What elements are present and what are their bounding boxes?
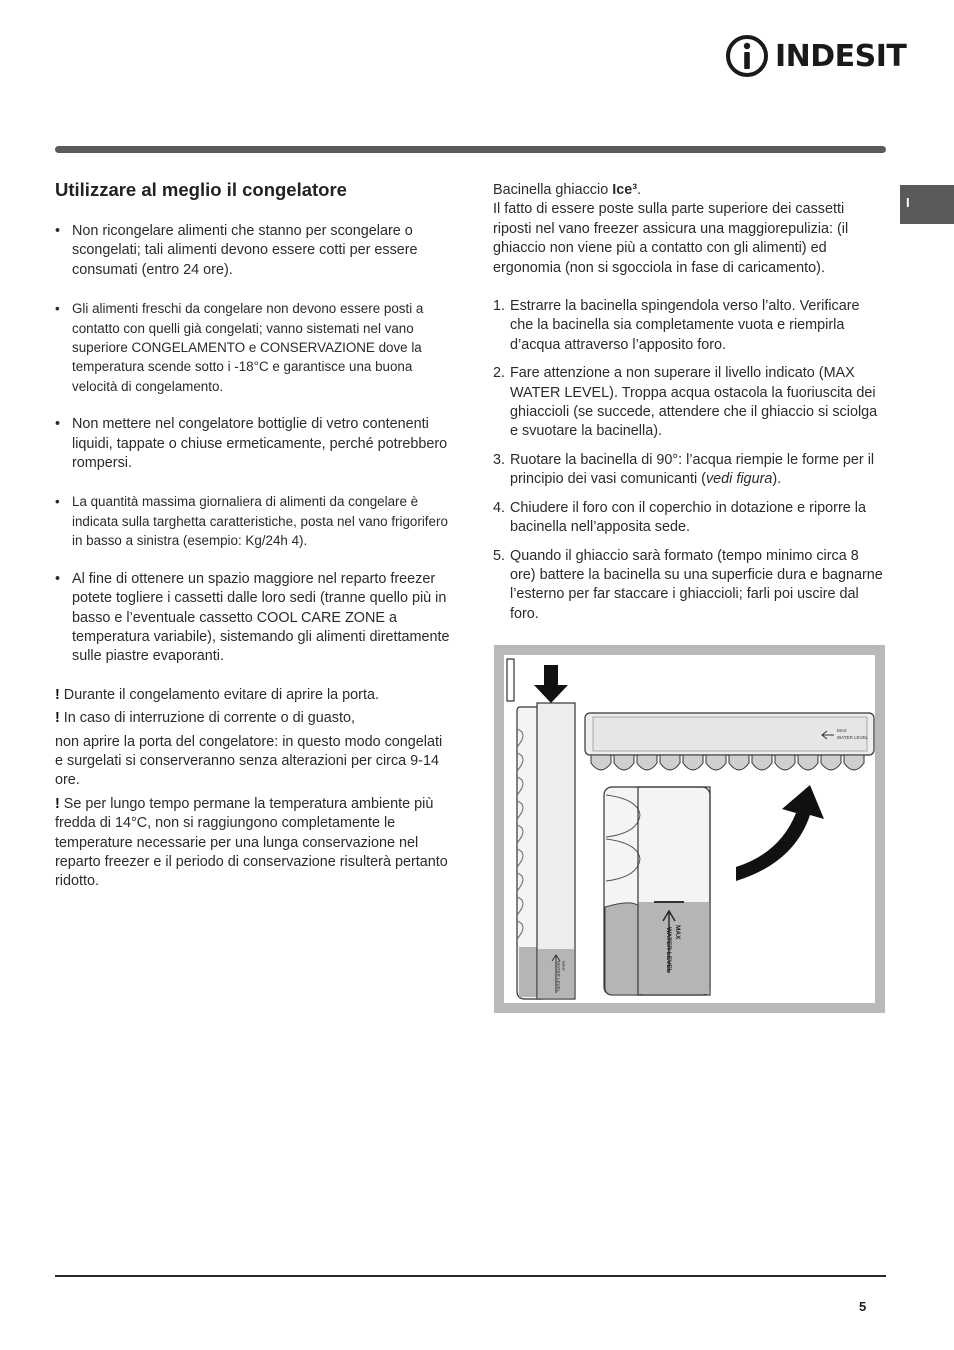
product-name: Ice³	[612, 182, 638, 198]
water-level-label-large: WATER LEVEL	[665, 927, 672, 973]
ice-tray-heading: Bacinella ghiaccio Ice³.	[493, 182, 642, 198]
indesit-emblem-icon	[725, 34, 769, 78]
header-divider	[55, 146, 886, 153]
footer-divider	[55, 1275, 886, 1277]
water-fill-large-cups	[605, 903, 641, 995]
step-item: 4. Chiudere il foro con il coperchio in dotazione e riporre la bacinella nell’apposita sede.	[493, 499, 866, 536]
down-arrow-icon	[534, 665, 568, 703]
step-item: 1. Estrarre la bacinella spingendola verso l’alto. Verificare che la bacinella sia completamente vuota e riempirla d’acqua attraverso l’apposito foro.	[493, 298, 860, 353]
step-item: 2. Fare attenzione a non superare il livello indicato (MAX WATER LEVEL). Troppa acqua ostacola la fuoriuscita dei ghiaccioli (se succede, attendere che il ghiaccio si sciolga e svuotare la bacinella).	[493, 365, 878, 440]
warning-mark: !	[55, 686, 60, 703]
note-3: ! Se per lungo tempo permane la temperatura ambiente più fredda di 14°C, non si raggiungono completamente le temperature necessarie per una lunga conservazione nel reparto freezer e il periodo di conservazione risulterà pertanto ridotto.	[55, 795, 448, 890]
water-level-label-small: WATER LEVEL	[556, 961, 561, 993]
figure-canvas	[504, 655, 875, 1003]
note-1: ! Durante il congelamento evitare di aprire la porta.	[55, 686, 379, 703]
page-number: 5	[859, 1299, 867, 1314]
water-level-label-horizontal: WATER LEVEL	[837, 735, 869, 740]
list-item: • Non mettere nel congelatore bottiglie di vetro contenenti liquidi, tappate o chiuse ermeticamente, perché potrebbero rompersi.	[55, 415, 450, 473]
steps-list	[493, 297, 886, 624]
max-label-horizontal: MAX	[837, 728, 847, 733]
rotate-arrow-icon	[736, 785, 824, 881]
warning-notes	[55, 686, 450, 892]
water-fill-large	[639, 902, 710, 994]
warning-mark: !	[55, 795, 60, 812]
intro-paragraph: Il fatto di essere poste sulla parte superiore dei cassetti riposti nel vano freezer assicura una maggiorepulizia: (il ghiaccio non viene più a contatto con gli alimenti) ed ergonomia (non si sgocciola in fase di caricamento).	[493, 201, 849, 276]
warning-mark: !	[55, 710, 60, 727]
step-item: 3. Ruotare la bacinella di 90°: l’acqua riempie le forme per il principio dei vasi comunicanti (vedi figura).	[493, 451, 875, 488]
list-item: • Non ricongelare alimenti che stanno per scongelare o scongelati; tali alimenti devono essere cotti per essere consumati (entro 24 ore).	[55, 222, 450, 280]
note-2-continued: non aprire la porta del congelatore: in questo modo congelati e surgelati si conserveranno senza alterazioni per circa 9-14 ore.	[55, 733, 443, 789]
max-label-small: MAX	[561, 961, 566, 971]
right-column	[493, 181, 886, 633]
ice-tray-illustration	[504, 655, 875, 1003]
left-column	[55, 178, 450, 896]
max-label-large: MAX	[674, 925, 681, 940]
tips-list	[55, 222, 450, 667]
language-tab: I	[900, 185, 954, 224]
tray-top-panel	[593, 717, 867, 751]
list-item: • Gli alimenti freschi da congelare non devono essere posti a contatto con quelli già congelati; vanno sistemati nel vano superiore CONGELAMENTO e CONSERVAZIONE dove la temperatura scende sotto i -18°C e garantisce una buona velocità di congelamento.	[55, 299, 450, 396]
list-item: • La quantità massima giornaliera di alimenti da congelare è indicata sulla targhetta caratteristiche, posta nel vano frigorifero in basso a sinistra (esempio: Kg/24h 4).	[55, 492, 450, 550]
brand-name: INDESIT	[775, 38, 907, 74]
list-item: • Al fine di ottenere un spazio maggiore nel reparto freezer potete togliere i cassetti dalle loro sedi (tranne quello più in basso e l’eventuale cassetto COOL CARE ZONE a temperatura variabile), sistemando gli alimenti direttamente sulle piastre evaporanti.	[55, 570, 450, 667]
section-title: Utilizzare al meglio il congelatore	[55, 179, 347, 200]
tray-lid	[507, 659, 514, 701]
cups-horizontal	[591, 755, 864, 770]
indesit-logo	[725, 34, 906, 78]
note-2: ! In caso di interruzione di corrente o di guasto,	[55, 710, 355, 727]
ice-tray-figure	[494, 645, 885, 1013]
step-item: 5. Quando il ghiaccio sarà formato (tempo minimo circa 8 ore) battere la bacinella su una superficie dura e bagnarne l’esterno per far staccare i ghiaccioli; farli poi uscire dal foro.	[493, 547, 883, 622]
